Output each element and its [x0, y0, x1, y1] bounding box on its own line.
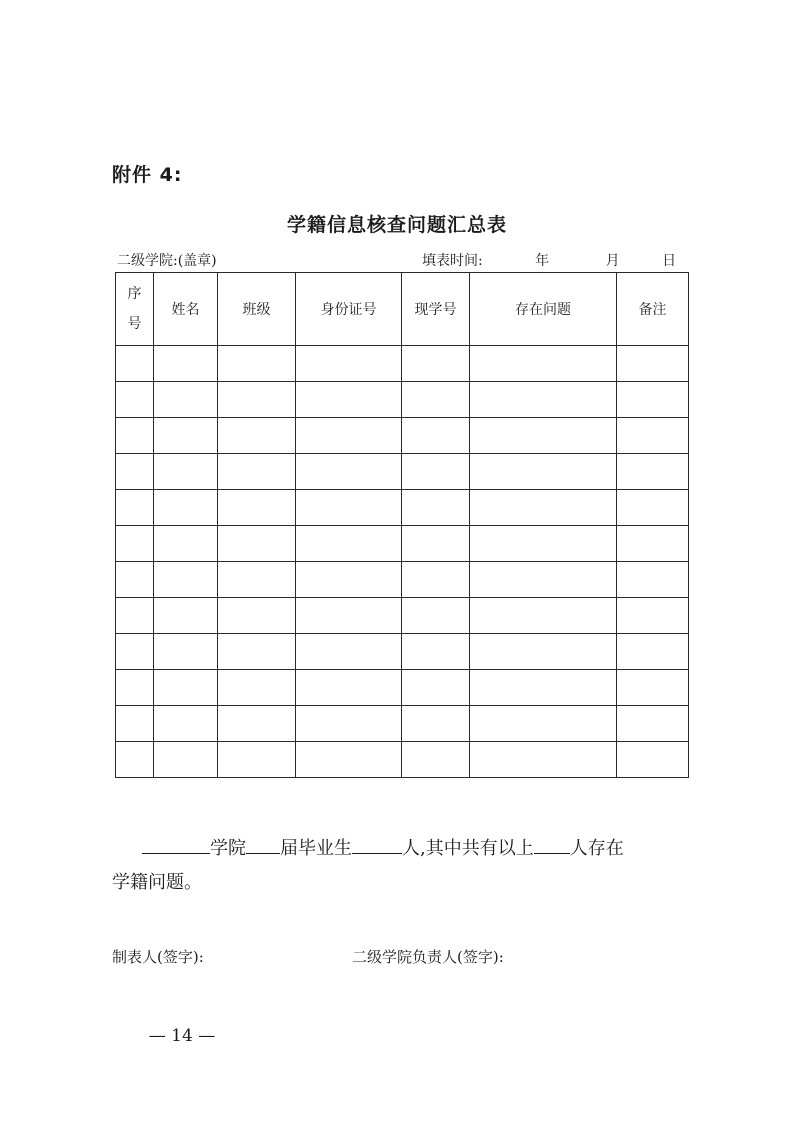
table-cell[interactable]: [402, 346, 470, 382]
header-issue: 存在问题: [470, 273, 617, 346]
table-cell[interactable]: [470, 634, 617, 670]
table-cell[interactable]: [617, 418, 689, 454]
page-number: [0, 1026, 794, 1046]
summary-part2: 届毕业生: [280, 838, 352, 859]
table-cell[interactable]: [402, 490, 470, 526]
table-row: [116, 634, 689, 670]
fill-time-label: 填表时间:: [422, 253, 483, 269]
table-row: [116, 346, 689, 382]
table-cell[interactable]: [116, 562, 154, 598]
table-cell[interactable]: [296, 490, 402, 526]
table-cell[interactable]: [470, 598, 617, 634]
table-row: [116, 490, 689, 526]
table-cell[interactable]: [154, 526, 218, 562]
table-cell[interactable]: [154, 634, 218, 670]
table-cell[interactable]: [116, 490, 154, 526]
issue-count-blank[interactable]: [534, 833, 570, 854]
table-cell[interactable]: [296, 598, 402, 634]
table-cell[interactable]: [402, 742, 470, 778]
table-cell[interactable]: [296, 634, 402, 670]
table-cell[interactable]: [402, 706, 470, 742]
table-cell[interactable]: [116, 670, 154, 706]
table-cell[interactable]: [617, 454, 689, 490]
table-cell[interactable]: [617, 526, 689, 562]
table-cell[interactable]: [470, 382, 617, 418]
college-head-signature: 二级学院负责人(签字):: [352, 948, 504, 966]
table-row: [116, 670, 689, 706]
table-cell[interactable]: [116, 598, 154, 634]
table-cell[interactable]: [617, 706, 689, 742]
table-cell[interactable]: [218, 382, 296, 418]
table-cell[interactable]: [402, 670, 470, 706]
table-cell[interactable]: [218, 598, 296, 634]
summary-part3: 人,其中共有以上: [402, 838, 534, 859]
page-number-text: — 14 —: [148, 1026, 216, 1046]
table-cell[interactable]: [296, 706, 402, 742]
table-cell[interactable]: [218, 670, 296, 706]
table-cell[interactable]: [154, 382, 218, 418]
table-cell[interactable]: [296, 670, 402, 706]
table-cell[interactable]: [470, 706, 617, 742]
graduate-count-blank[interactable]: [352, 833, 402, 854]
header-student-id: 现学号: [402, 273, 470, 346]
header-class: 班级: [218, 273, 296, 346]
table-cell[interactable]: [296, 454, 402, 490]
table-cell[interactable]: [617, 634, 689, 670]
table-cell[interactable]: [296, 526, 402, 562]
table-row: [116, 706, 689, 742]
table-cell[interactable]: [617, 346, 689, 382]
table-cell[interactable]: [154, 706, 218, 742]
table-cell[interactable]: [154, 670, 218, 706]
table-cell[interactable]: [470, 562, 617, 598]
table-cell[interactable]: [296, 346, 402, 382]
table-cell[interactable]: [116, 346, 154, 382]
table-row: [116, 742, 689, 778]
table-cell[interactable]: [470, 670, 617, 706]
graduation-year-blank[interactable]: [246, 833, 280, 854]
header-id-number: 身份证号: [296, 273, 402, 346]
table-cell[interactable]: [402, 562, 470, 598]
table-row: [116, 382, 689, 418]
table-body: [116, 346, 689, 778]
table-cell[interactable]: [218, 454, 296, 490]
table-header-row: [116, 273, 689, 346]
summary-part4: 人存在: [569, 838, 624, 859]
table-cell[interactable]: [218, 634, 296, 670]
table-cell[interactable]: [218, 706, 296, 742]
table-cell[interactable]: [296, 418, 402, 454]
table-row: [116, 526, 689, 562]
table-cell[interactable]: [296, 382, 402, 418]
table-cell[interactable]: [154, 454, 218, 490]
table-cell[interactable]: [470, 454, 617, 490]
table-cell[interactable]: [218, 562, 296, 598]
table-cell[interactable]: [154, 742, 218, 778]
table-cell[interactable]: [402, 382, 470, 418]
fill-time-year: 年: [535, 253, 550, 269]
table-cell[interactable]: [470, 346, 617, 382]
table-cell[interactable]: [116, 742, 154, 778]
table-cell[interactable]: [617, 670, 689, 706]
table-cell[interactable]: [470, 490, 617, 526]
table-cell[interactable]: [617, 562, 689, 598]
table-cell[interactable]: [402, 634, 470, 670]
table-cell[interactable]: [154, 346, 218, 382]
form-title: 学籍信息核查问题汇总表: [286, 214, 507, 236]
summary-table: [115, 272, 689, 778]
table-cell[interactable]: [116, 454, 154, 490]
header-seq-bottom: 号: [127, 316, 142, 332]
table-cell[interactable]: [218, 490, 296, 526]
header-remarks: 备注: [617, 273, 689, 346]
table-row: [116, 418, 689, 454]
table-cell[interactable]: [402, 418, 470, 454]
table-cell[interactable]: [116, 634, 154, 670]
table-cell[interactable]: [617, 382, 689, 418]
table-cell[interactable]: [402, 454, 470, 490]
header-seq: [116, 273, 154, 346]
fill-time-day: 日: [662, 253, 677, 269]
table-cell[interactable]: [218, 418, 296, 454]
table-cell[interactable]: [154, 598, 218, 634]
college-seal-label: 二级学院:(盖章): [117, 253, 217, 269]
preparer-signature: 制表人(签字):: [112, 948, 204, 966]
fill-time: [422, 250, 676, 270]
header-seq-top: 序: [127, 286, 142, 302]
table-cell[interactable]: [154, 562, 218, 598]
table-cell[interactable]: [470, 742, 617, 778]
college-blank[interactable]: [142, 833, 210, 854]
table-cell[interactable]: [617, 598, 689, 634]
header-name: 姓名: [154, 273, 218, 346]
table-cell[interactable]: [218, 526, 296, 562]
table-cell[interactable]: [116, 526, 154, 562]
table-cell[interactable]: [296, 742, 402, 778]
table-cell[interactable]: [617, 490, 689, 526]
table-cell[interactable]: [296, 562, 402, 598]
table-row: [116, 598, 689, 634]
attachment-label: 附件 4:: [112, 164, 183, 186]
summary-part5: 学籍问题。: [112, 872, 202, 893]
table-cell[interactable]: [402, 598, 470, 634]
table-cell[interactable]: [116, 382, 154, 418]
table-cell[interactable]: [154, 418, 218, 454]
table-cell[interactable]: [154, 490, 218, 526]
table-cell[interactable]: [116, 706, 154, 742]
table-row: [116, 454, 689, 490]
summary-part1: 学院: [210, 838, 246, 859]
table-cell[interactable]: [617, 742, 689, 778]
table-row: [116, 562, 689, 598]
table-cell[interactable]: [218, 346, 296, 382]
table-cell[interactable]: [218, 742, 296, 778]
table-cell[interactable]: [470, 418, 617, 454]
table-cell[interactable]: [402, 526, 470, 562]
summary-paragraph: [112, 832, 702, 900]
table-cell[interactable]: [116, 418, 154, 454]
fill-time-month: 月: [605, 253, 620, 269]
table-cell[interactable]: [470, 526, 617, 562]
